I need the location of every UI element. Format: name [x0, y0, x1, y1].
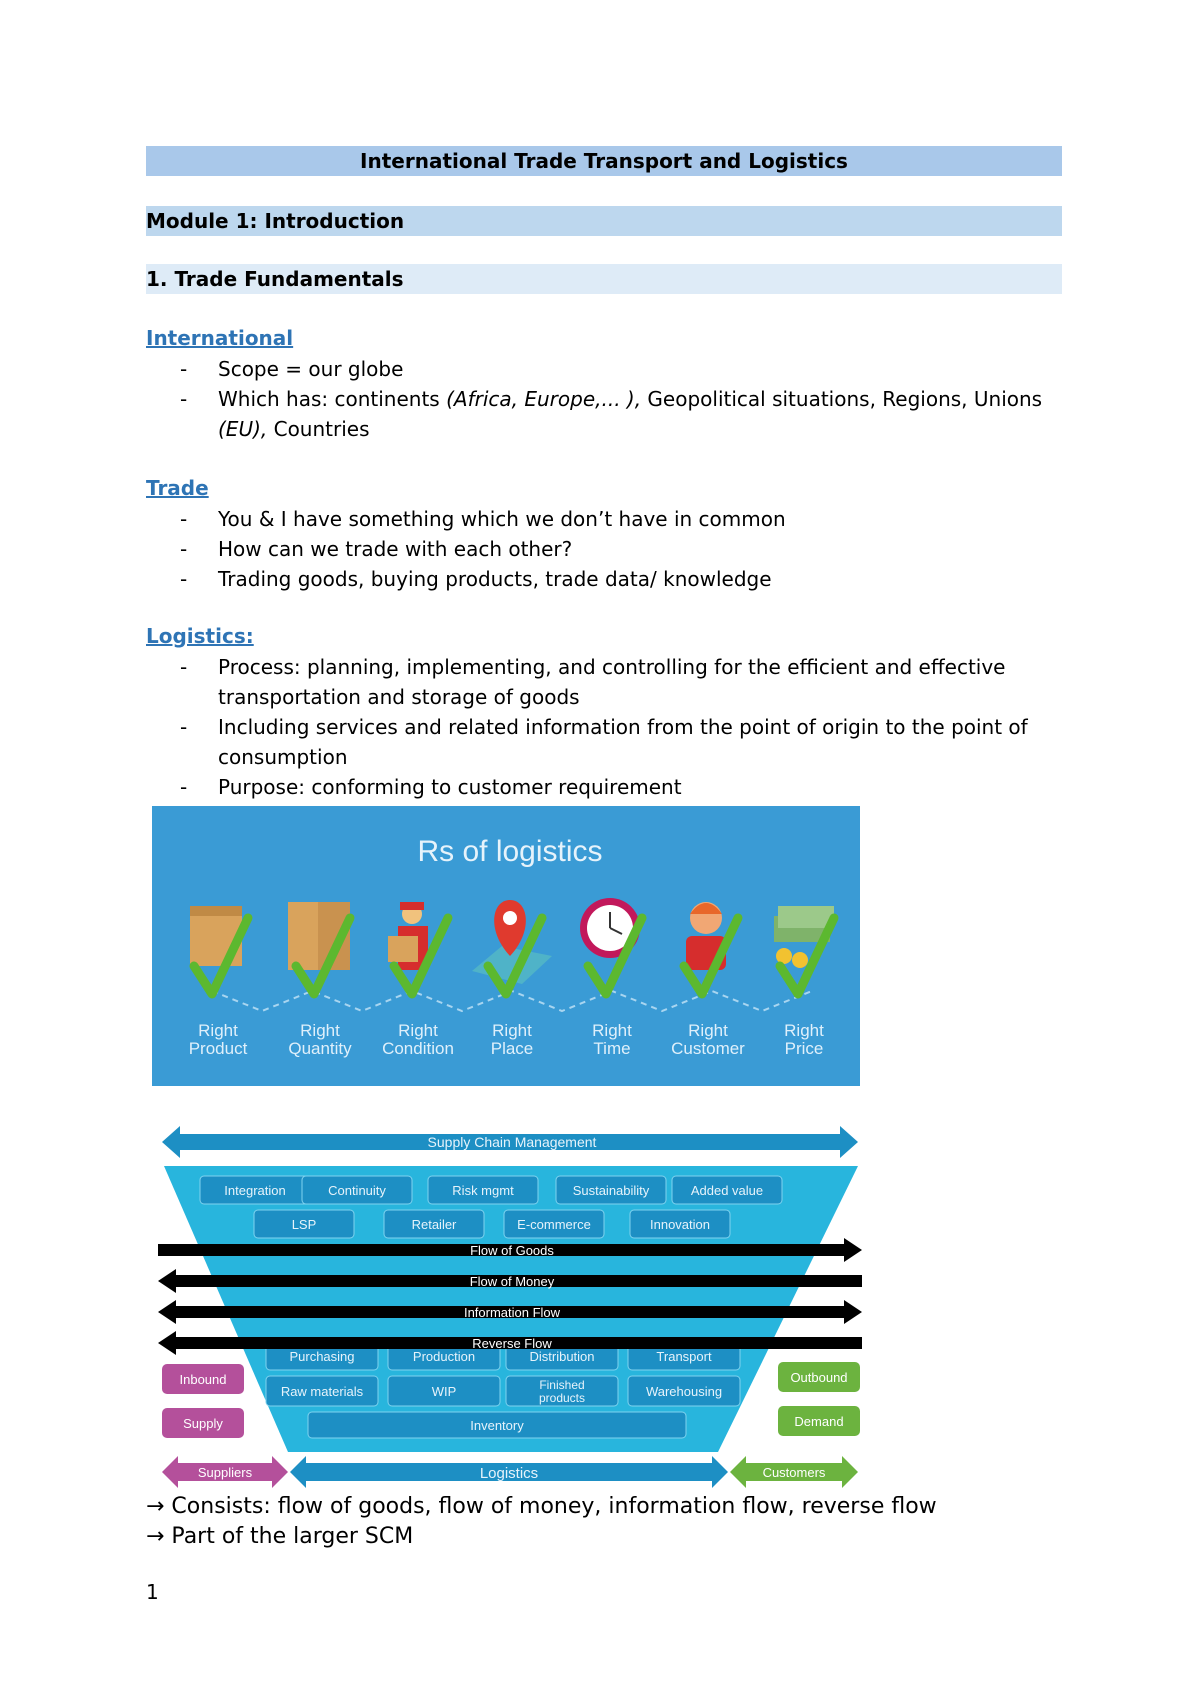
scm-arrow-label: Supply Chain Management — [427, 1134, 597, 1150]
list-item: - Which has: continents (Africa, Europe,... ), Geopolitical situations, Regions, Unions (EU), Countries — [180, 387, 1043, 441]
supply-chain-management-diagram — [158, 1122, 866, 1492]
international-heading: International — [146, 326, 294, 350]
rs-item-label: Price — [784, 1039, 824, 1058]
flow-label: Information Flow — [463, 1305, 561, 1320]
svg-text:Raw materials: Raw materials — [280, 1384, 364, 1399]
svg-text:Production: Production — [412, 1349, 476, 1364]
scm-row1-box — [200, 1176, 310, 1204]
conclusion-line: → Part of the larger SCM — [146, 1524, 414, 1549]
logistics-heading: Logistics: — [146, 624, 254, 648]
svg-text:Continuity: Continuity — [328, 1183, 386, 1198]
svg-text:Warehousing: Warehousing — [645, 1384, 723, 1399]
scm-row1-box — [428, 1176, 538, 1204]
rs-item-label: Right — [300, 1021, 340, 1040]
flow-label: Flow of Goods — [470, 1243, 554, 1258]
svg-text:Sustainability: Sustainability — [572, 1183, 650, 1198]
svg-text:Inbound: Inbound — [179, 1372, 227, 1387]
section-heading: 1. Trade Fundamentals — [146, 264, 1062, 294]
svg-text:E-commerce: E-commerce — [517, 1217, 591, 1232]
scm-row2-box — [504, 1210, 604, 1238]
document-title: International Trade Transport and Logistics — [146, 146, 1062, 176]
rs-item-label: Customer — [671, 1039, 745, 1058]
list-item: - Purpose: conforming to customer requirement — [180, 775, 682, 799]
rs-item-label: Product — [188, 1039, 248, 1058]
scm-row4-box — [506, 1376, 618, 1406]
page-number: 1 — [146, 1580, 159, 1604]
svg-text:products: products — [538, 1391, 586, 1405]
svg-text:Transport: Transport — [656, 1349, 712, 1364]
supply-box — [162, 1408, 244, 1438]
svg-text:Outbound: Outbound — [790, 1370, 848, 1385]
rs-item-label: Right — [492, 1021, 532, 1040]
scm-row4-box — [388, 1376, 500, 1406]
flow-label: Flow of Money — [469, 1274, 555, 1289]
rs-item-label: Right — [198, 1021, 238, 1040]
trade-heading: Trade — [146, 476, 209, 500]
rs-item-label: Quantity — [288, 1039, 352, 1058]
scm-row1-box — [302, 1176, 412, 1204]
scm-arrow — [162, 1126, 858, 1158]
list-item: - Including services and related information from the point of origin to the point of consumption — [180, 715, 1028, 769]
rs-item-label: Condition — [382, 1039, 454, 1058]
svg-text:Customers: Customers — [762, 1465, 826, 1480]
list-item: - Scope = our globe — [180, 357, 404, 381]
conclusion-line: → Consists: flow of goods, flow of money, information flow, reverse flow — [146, 1494, 937, 1519]
svg-text:Finished: Finished — [539, 1378, 585, 1392]
rs-item-label: Right — [592, 1021, 632, 1040]
rs-item-label: Right — [784, 1021, 824, 1040]
svg-text:Integration: Integration — [224, 1183, 286, 1198]
rs-item-label: Right — [398, 1021, 438, 1040]
svg-text:Logistics: Logistics — [479, 1465, 539, 1482]
scm-row4-box — [266, 1376, 378, 1406]
rs-item-label: Right — [688, 1021, 728, 1040]
outbound-box — [778, 1362, 860, 1392]
scm-row1-box — [556, 1176, 666, 1204]
svg-text:LSP: LSP — [291, 1217, 317, 1232]
scm-row4-box — [628, 1376, 740, 1406]
scm-row2-box — [384, 1210, 484, 1238]
list-item: - How can we trade with each other? — [180, 537, 573, 561]
rs-item-label: Place — [490, 1039, 534, 1058]
svg-text:Suppliers: Suppliers — [197, 1465, 253, 1480]
list-item: - Trading goods, buying products, trade data/ knowledge — [180, 567, 772, 591]
module-heading: Module 1: Introduction — [146, 206, 1062, 236]
svg-text:Risk mgmt: Risk mgmt — [452, 1183, 514, 1198]
scm-row1-box — [672, 1176, 782, 1204]
svg-text:Purchasing: Purchasing — [289, 1349, 355, 1364]
demand-box — [778, 1406, 860, 1436]
rs-figure-title: Rs of logistics — [417, 835, 603, 868]
scm-row2-box — [254, 1210, 354, 1238]
svg-text:Distribution: Distribution — [529, 1349, 595, 1364]
scm-inventory-box — [308, 1412, 686, 1438]
list-item: - You & I have something which we don’t have in common — [180, 507, 786, 531]
svg-text:Demand: Demand — [794, 1414, 844, 1429]
flow-label: Reverse Flow — [472, 1336, 552, 1351]
svg-text:Innovation: Innovation — [650, 1217, 710, 1232]
inbound-box — [162, 1364, 244, 1394]
rs-of-logistics-figure — [152, 806, 860, 1086]
svg-text:Inventory: Inventory — [470, 1418, 524, 1433]
scm-row2-box — [630, 1210, 730, 1238]
logistics-arrow — [290, 1456, 728, 1488]
customers-arrow — [730, 1456, 858, 1488]
rs-item-label: Time — [593, 1039, 631, 1058]
svg-text:Retailer: Retailer — [411, 1217, 457, 1232]
svg-text:Added value: Added value — [690, 1183, 764, 1198]
svg-text:Supply: Supply — [183, 1416, 223, 1431]
svg-text:WIP: WIP — [431, 1384, 457, 1399]
list-item: - Process: planning, implementing, and controlling for the efficient and effective transportation and storage of goods — [180, 655, 1006, 709]
suppliers-arrow — [162, 1456, 288, 1488]
